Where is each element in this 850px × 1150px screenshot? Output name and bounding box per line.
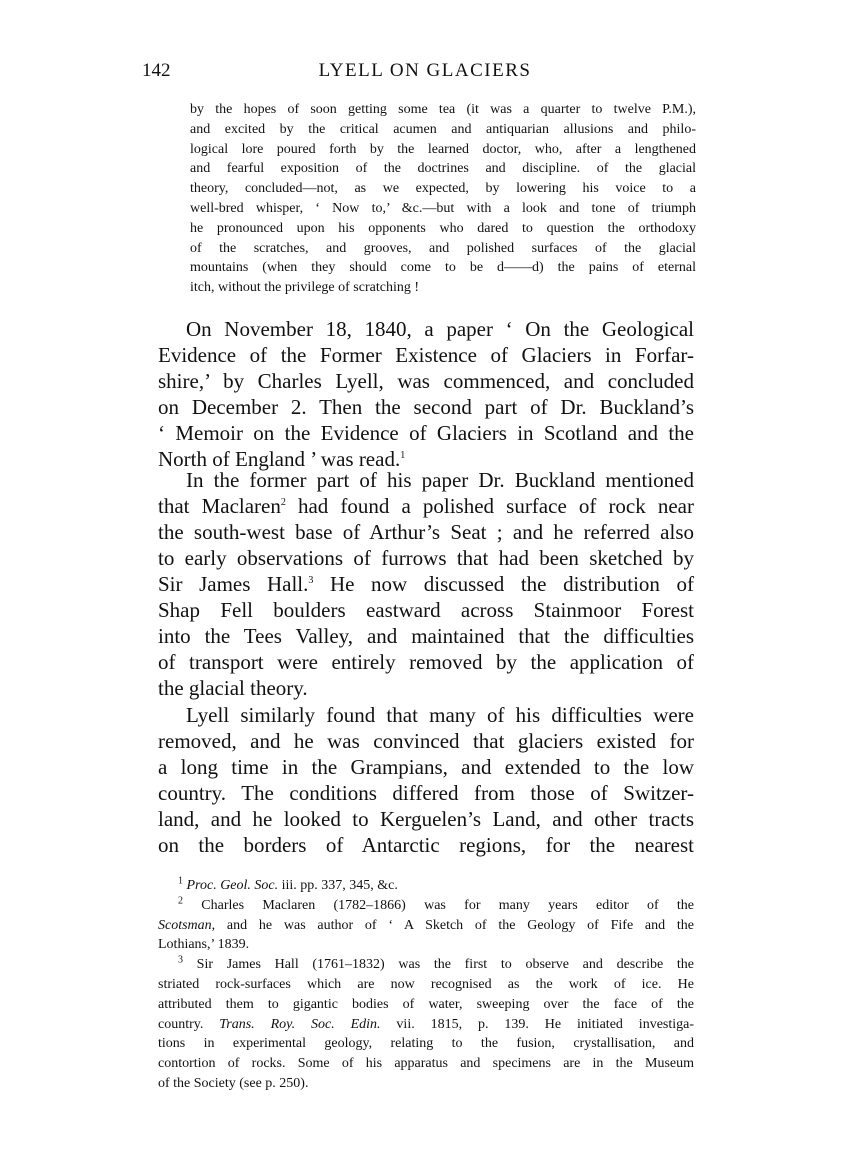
footnote-line: striated rock-surfaces which are now recognised as the work of ice. He <box>158 976 694 992</box>
body-text: Sir James Hall. <box>158 572 309 596</box>
quote-line: of the scratches, and grooves, and polished surfaces of the glacial <box>190 240 696 256</box>
footnote-2 <box>158 896 694 916</box>
footnote-line <box>158 916 694 936</box>
footnote-line: attributed them to gigantic bodies of water, sweeping over the face of the <box>158 996 694 1012</box>
body-line: Shap Fell boulders eastward across Stainmoor Forest <box>158 598 694 622</box>
body-text: North of England ’ was read. <box>158 447 401 471</box>
quote-line: by the hopes of soon getting some tea (it was a quarter to twelve P.M.), <box>190 102 696 117</box>
body-line: land, and he looked to Kerguelen’s Land, and other tracts <box>158 807 694 831</box>
quote-line: logical lore poured forth by the learned doctor, who, after a lengthened <box>190 141 696 157</box>
footnote-text: country. <box>158 1016 220 1032</box>
quote-line: and excited by the critical acumen and antiquarian allusions and philo- <box>190 121 696 137</box>
body-line: a long time in the Grampians, and extended to the low <box>158 755 694 779</box>
footnote-text: iii. pp. 337, 345, &c. <box>278 878 398 893</box>
paragraph-3 <box>158 702 694 858</box>
footnote-text: and he was author of ‘ A Sketch of the Geology of Fife and the <box>215 917 694 933</box>
footnote-line: of the Society (see p. 250). <box>158 1075 309 1091</box>
body-line: ‘ Memoir on the Evidence of Glaciers in Scotland and the <box>158 421 694 445</box>
body-line: In the former part of his paper Dr. Buckland mentioned <box>186 468 694 492</box>
body-line: on the borders of Antarctic regions, for the nearest <box>158 833 694 857</box>
footnote-text: Sir James Hall (1761–1832) was the first to observe and describe the <box>183 957 694 973</box>
footnote-italic: Trans. Roy. Soc. Edin. <box>219 1016 381 1032</box>
quote-line: he pronounced upon his opponents who dared to question the orthodoxy <box>190 220 696 236</box>
footnote-3 <box>158 955 694 975</box>
footnote-line: tions in experimental geology, relating to the fusion, crystallisation, and <box>158 1036 694 1052</box>
footnote-line: Lothians,’ 1839. <box>158 937 250 953</box>
body-line: the south-west base of Arthur’s Seat ; and he referred also <box>158 520 694 544</box>
footnote-1 <box>158 876 694 896</box>
body-line: of transport were entirely removed by the application of <box>158 650 694 674</box>
body-line: shire,’ by Charles Lyell, was commenced, and concluded <box>158 369 694 393</box>
footnote-mark: 3 <box>178 954 183 966</box>
body-text: He now discussed the distribution of <box>313 572 694 596</box>
body-line: country. The conditions differed from those of Switzer- <box>158 781 694 805</box>
footnotes <box>158 876 694 1094</box>
footnote-ref-2: 2 <box>280 497 286 508</box>
body-line: to early observations of furrows that had been sketched by <box>158 546 694 570</box>
quote-line: theory, concluded—not, as we expected, by lowering his voice to a <box>190 181 696 197</box>
running-head: LYELL ON GLACIERS <box>318 60 532 81</box>
page-number: 142 <box>142 60 171 81</box>
body-line: removed, and he was convinced that glaciers existed for <box>158 729 694 753</box>
footnote-line: contortion of rocks. Some of his apparatus and specimens are in the Museum <box>158 1056 694 1072</box>
footnote-text: Charles Maclaren (1782–1866) was for many years editor of the <box>183 897 694 913</box>
footnote-ref-3: 3 <box>308 575 314 586</box>
footnote-mark: 2 <box>178 895 183 907</box>
body-line: the glacial theory. <box>158 676 308 700</box>
footnote-italic: Proc. Geol. Soc. <box>186 878 279 893</box>
quote-line: and fearful exposition of the doctrines and discipline. of the glacial <box>190 161 696 177</box>
footnote-italic: Scotsman, <box>158 917 216 933</box>
body-line: Lyell similarly found that many of his difficulties were <box>186 703 694 727</box>
body-line: Evidence of the Former Existence of Glaciers in Forfar- <box>158 343 694 367</box>
footnote-ref-1: 1 <box>400 450 406 461</box>
body-line <box>158 571 694 597</box>
body-text: had found a polished surface of rock near <box>285 494 694 518</box>
paragraph-1 <box>158 316 694 472</box>
body-line: into the Tees Valley, and maintained that the difficulties <box>158 624 694 648</box>
quote-line: itch, without the privilege of scratching ! <box>190 280 419 296</box>
body-line: On November 18, 1840, a paper ‘ On the Geological <box>186 317 694 341</box>
quote-line: mountains (when they should come to be d——d) the pains of eternal <box>190 260 696 276</box>
footnote-line <box>158 1015 694 1035</box>
quote-line: well-bred whisper, ‘ Now to,’ &c.—but with a look and tone of triumph <box>190 200 696 216</box>
quoted-passage <box>190 100 696 298</box>
footnote-mark: 1 <box>178 875 183 887</box>
paragraph-2 <box>158 467 694 701</box>
body-line: on December 2. Then the second part of Dr. Buckland’s <box>158 395 694 419</box>
footnote-text: vii. 1815, p. 139. He initiated investiga- <box>380 1016 695 1032</box>
body-line <box>158 493 694 519</box>
body-text: that Maclaren <box>158 494 281 518</box>
